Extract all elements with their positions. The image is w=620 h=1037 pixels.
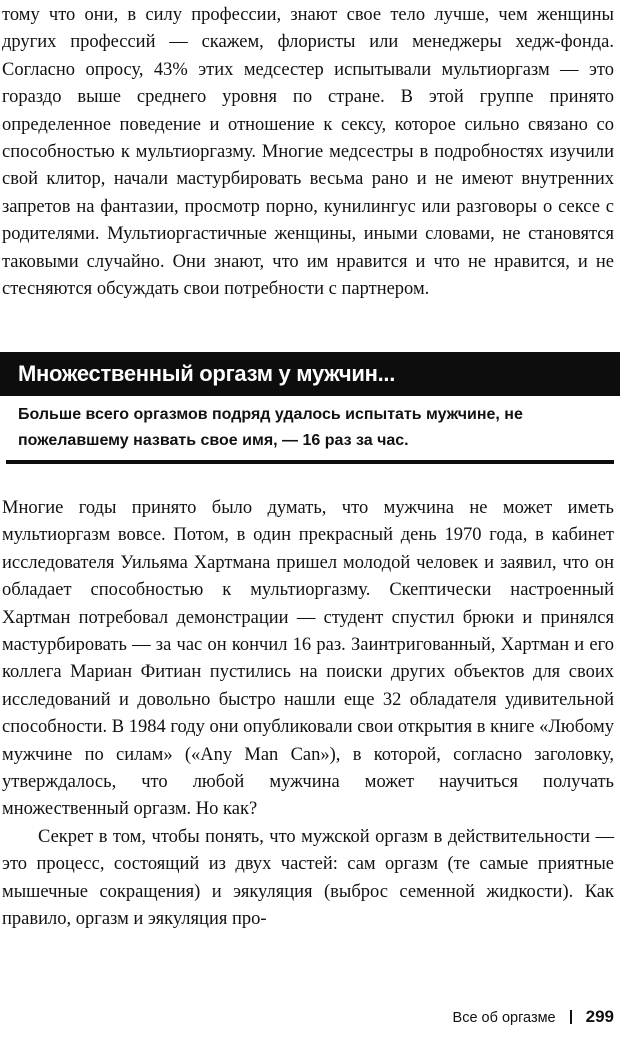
sidebar-box bbox=[0, 352, 620, 464]
main-paragraph-2: Секрет в том, чтобы понять, что мужской оргазм в действительности — это процесс, состоящий из двух частей: сам оргазм (те самые приятные мышечные сокращения) и эякуляция (выброс семенной жидкости). Как правило, оргазм и эякуляция про- bbox=[2, 826, 614, 930]
sidebar-bottom-rule bbox=[6, 460, 614, 464]
page-number: 299 bbox=[585, 1007, 614, 1026]
running-footer-section-title: Все об оргазме bbox=[452, 1010, 556, 1026]
main-paragraph-1: Многие годы принято было думать, что мужчина не может иметь мультиоргазм вовсе. Потом, в один прекрасный день 1970 года, в кабинет исследователя Уильяма Хартмана пришел молодой человек и заявил, что он обладает способностью к мультиоргазму. Скептически настроенный Хартман потребовал демонстрации — студент спустил брюки и принялся мастурбировать — за час он кончил 16 раз. Заинтригованный, Хартман и его коллега Мариан Фитиан пустились на поиски других объектов для своих исследований и довольно быстро нашли еще 32 обладателя удивительной способности. В 1984 году они опубликовали свои открытия в книге «Любому мужчине по силам» («Any Man Can»), в которой, согласно заголовку, утверждалось, что любой мужчина может научиться получать множественный оргазм. Но как? bbox=[2, 498, 614, 820]
sidebar-text: Больше всего оргазмов подряд удалось испытать мужчине, не пожелавшему назвать свое имя, — 16 раз за час. bbox=[18, 406, 523, 449]
page-footer bbox=[453, 1007, 614, 1027]
sidebar-title: Множественный оргазм у мужчин... bbox=[18, 361, 396, 386]
footer-separator bbox=[570, 1010, 572, 1024]
sidebar-title-bar bbox=[0, 352, 620, 396]
intro-paragraph: тому что они, в силу профессии, знают свое тело лучше, чем женщины других профессий — скажем, флористы или менеджеры хедж-фонда. Согласно опросу, 43% этих медсестер испытывали мультиоргазм — это гораздо выше среднего уровня по стране. В этой группе принято определенное поведение и отношение к сексу, которое сильно связано со способностью к мультиоргазму. Многие медсестры в подробностях изучили свой клитор, начали мастурбировать весьма рано и не имеют внутренних запретов на фантазии, просмотр порно, кунилингус или разговоры о сексе с родителями. Мультиоргастичные женщины, иными словами, не становятся таковыми случайно. Они знают, что им нравится и что не нравится, и не стесняются обсуждать свои потребности с партнером. bbox=[2, 5, 614, 300]
main-text bbox=[2, 495, 614, 934]
